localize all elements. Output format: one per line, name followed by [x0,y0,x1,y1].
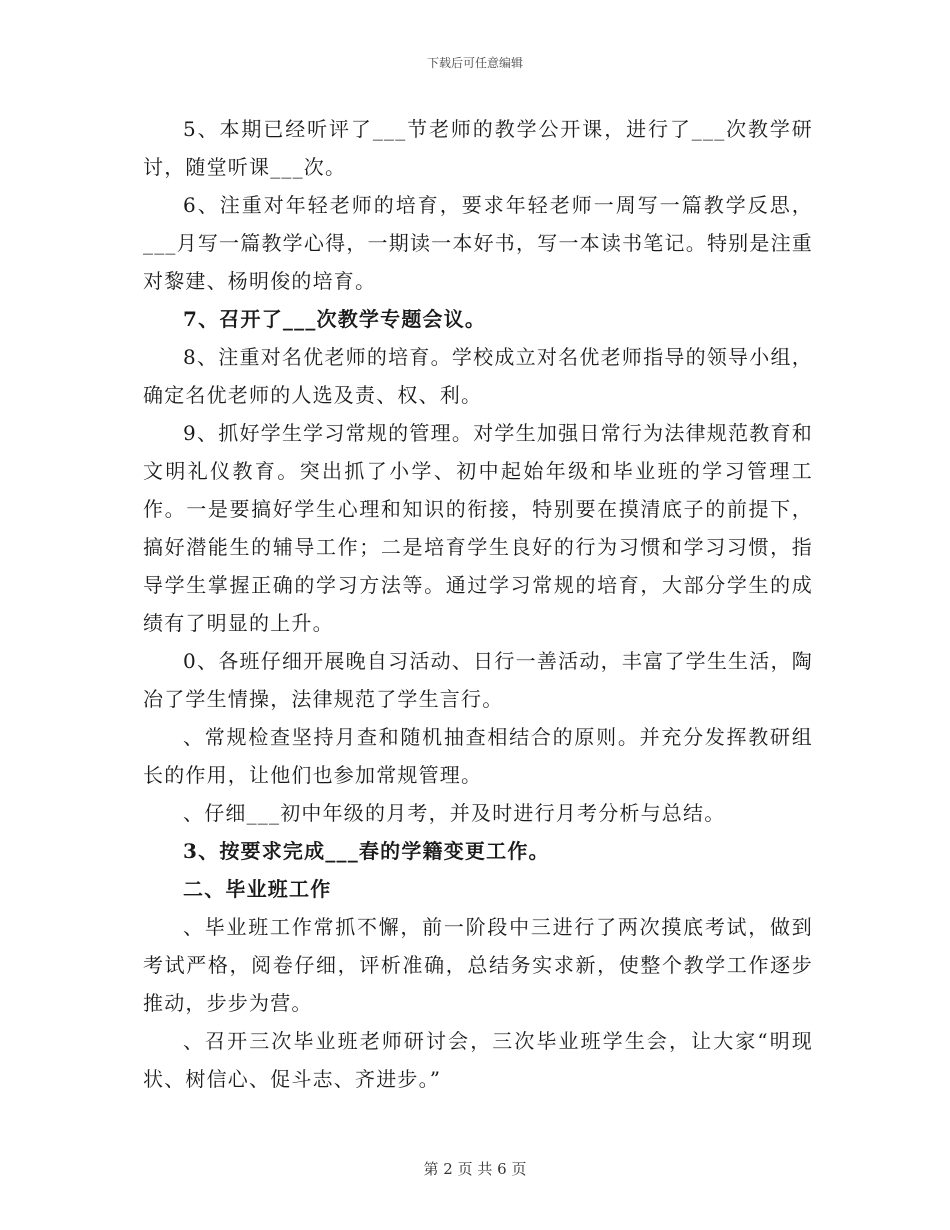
paragraph-11: 、常规检查坚持月查和随机抽查相结合的原则。并充分发挥教研组长的作用，让他们也参加常规管理。 [143,725,813,787]
paragraph-8: 8、注重对名优老师的培育。学校成立对名优老师指导的领导小组，确定名优老师的人选及责、权、利。 [143,345,813,407]
paragraph-graduating-2: 、召开三次毕业班老师研讨会，三次毕业班学生会，让大家“明现状、树信心、促斗志、齐进步。” [143,1029,813,1091]
paragraph-6: 6、注重对年轻老师的培育，要求年轻老师一周写一篇教学反思，___月写一篇教学心得，一期读一本好书，写一本读书笔记。特别是注重对黎建、杨明俊的培育。 [143,193,813,293]
paragraph-5: 5、本期已经听评了___节老师的教学公开课，进行了___次教学研讨，随堂听课___次。 [143,117,813,179]
page-footer: 第 2 页 共 6 页 [423,1160,527,1178]
paragraph-12: 、仔细___初中年级的月考，并及时进行月考分析与总结。 [183,801,726,825]
paragraph-9: 9、抓好学生学习常规的管理。对学生加强日常行为法律规范教育和文明礼仪教育。突出抓了小学、初中起始年级和毕业班的学习管理工作。一是要搞好学生心理和知识的衔接，特别要在摸清底子的前提下，搞好潜能生的辅导工作；二是培育学生良好的行为习惯和学习习惯，指导学生掌握正确的学习方法等。通过学习常规的培育，大部分学生的成绩有了明显的上升。 [143,421,813,635]
section-heading-graduating-class: 二、毕业班工作 [183,877,332,901]
document-body [143,110,813,1098]
paragraph-graduating-1: 、毕业班工作常抓不懈，前一阶段中三进行了两次摸底考试，做到考试严格，阅卷仔细，评析准确，总结务实求新，使整个教学工作逐步推动，步步为营。 [143,915,813,1015]
paragraph-7: 7、召开了___次教学专题会议。 [183,307,487,331]
page-header: 下载后可任意编辑 [426,56,523,70]
paragraph-10: 0、各班仔细开展晚自习活动、日行一善活动，丰富了学生生活，陶冶了学生情操，法律规范了学生言行。 [143,649,813,711]
paragraph-13: 3、按要求完成___春的学籍变更工作。 [183,839,550,863]
